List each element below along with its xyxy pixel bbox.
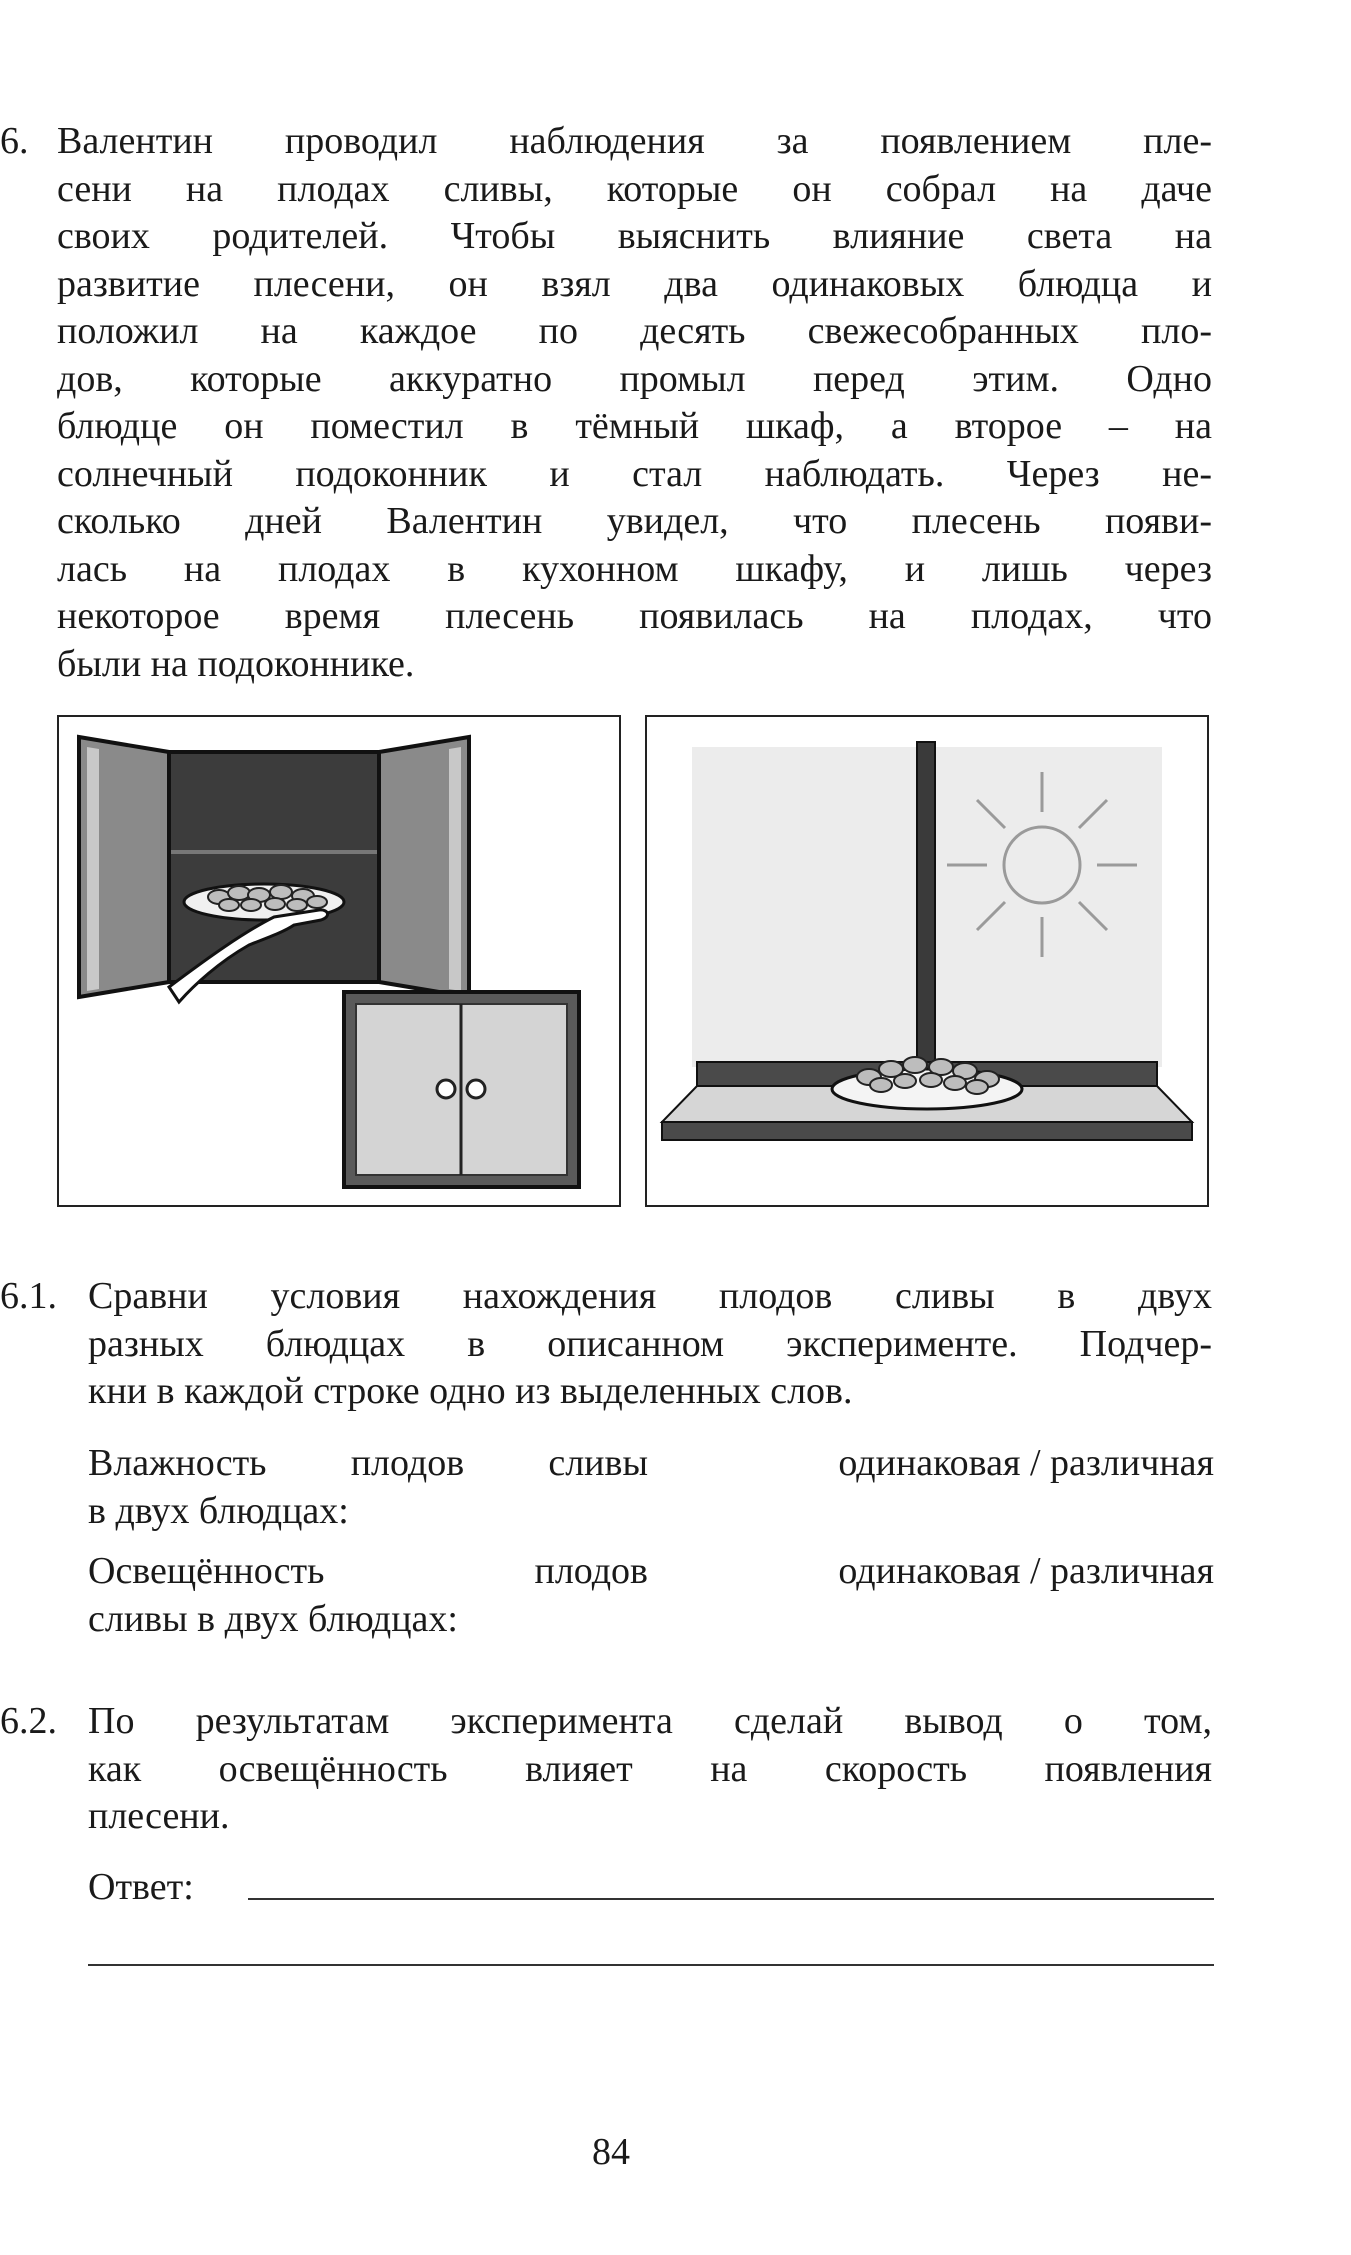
- text-line: некоторое время плесень появилась на плодах, что: [57, 595, 1212, 637]
- door-knob-right: [467, 1080, 485, 1098]
- windowsill-illustration: [645, 715, 1209, 1207]
- cupboard-drawing: [59, 717, 619, 1205]
- answer-label: Ответ:: [88, 1866, 194, 1908]
- text-line: своих родителей. Чтобы выяснить влияние света на: [57, 215, 1212, 257]
- text-line: лась на плодах в кухонном шкафу, и лишь через: [57, 547, 1212, 590]
- text-line: солнечный подоконник и стал наблюдать. Через не-: [57, 452, 1212, 495]
- text-line: были на подоконнике.: [57, 642, 415, 685]
- text-line: сени на плодах сливы, которые он собрал на даче: [57, 167, 1212, 210]
- cupboard-illustration: [57, 715, 621, 1207]
- task-6-1-number: 6.1.: [0, 1275, 57, 1317]
- text-line: блюдце он поместил в тёмный шкаф, а второе – на: [57, 405, 1212, 447]
- text-line: разных блюдцах в описанном эксперименте. Подчер-: [88, 1322, 1212, 1365]
- illumination-label: [88, 1548, 648, 1643]
- label-line: сливы в двух блюдцах:: [88, 1597, 458, 1640]
- left-door-edge: [87, 747, 99, 991]
- answer-line-2[interactable]: [88, 1964, 1214, 1966]
- text-line: Валентин проводил наблюдения за появлением пле-: [57, 120, 1212, 162]
- text-line: Сравни условия нахождения плодов сливы в двух: [88, 1275, 1212, 1317]
- label-line: в двух блюдцах:: [88, 1489, 349, 1532]
- windowsill-drawing: [647, 717, 1207, 1205]
- task-6-2-text: [88, 1698, 1212, 1841]
- task-6-1-text: [88, 1273, 1212, 1416]
- label-line: Освещённость плодов: [88, 1550, 648, 1592]
- text-line: как освещённость влияет на скорость появления: [88, 1747, 1212, 1790]
- sill-front: [662, 1122, 1192, 1140]
- task-6-text: [57, 118, 1212, 688]
- text-line: кни в каждой строке одно из выделенных слов.: [88, 1370, 853, 1412]
- humidity-options[interactable]: одинаковая / различная: [838, 1442, 1214, 1484]
- humidity-label: [88, 1440, 648, 1535]
- upper-cabinet: [169, 752, 379, 982]
- text-line: сколько дней Валентин увидел, что плесень появи-: [57, 500, 1212, 542]
- task-6-2-number: 6.2.: [0, 1700, 57, 1742]
- answer-line-1[interactable]: [248, 1898, 1214, 1900]
- task-6-number: 6.: [0, 120, 29, 162]
- label-line: Влажность плодов сливы: [88, 1442, 648, 1484]
- window-frame: [917, 742, 935, 1072]
- text-line: положил на каждое по десять свежесобранных пло-: [57, 310, 1212, 352]
- right-door-edge: [449, 747, 461, 991]
- text-line: плесени.: [88, 1795, 230, 1837]
- door-knob-left: [437, 1080, 455, 1098]
- page-number: 84: [592, 2131, 630, 2173]
- text-line: развитие плесени, он взял два одинаковых блюдца и: [57, 262, 1212, 305]
- illumination-options[interactable]: одинаковая / различная: [838, 1550, 1214, 1592]
- text-line: дов, которые аккуратно промыл перед этим. Одно: [57, 357, 1212, 400]
- text-line: По результатам эксперимента сделай вывод о том,: [88, 1700, 1212, 1742]
